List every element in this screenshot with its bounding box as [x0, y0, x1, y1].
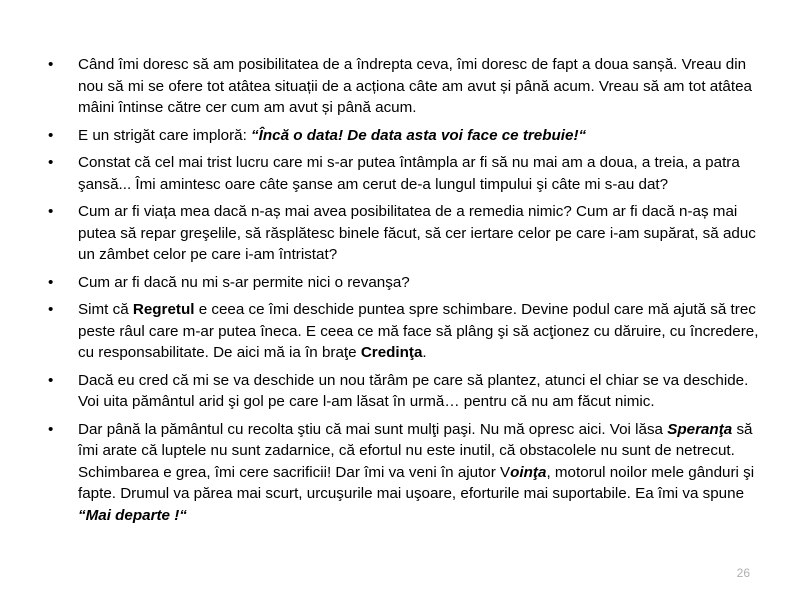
bullet-item [48, 201, 760, 266]
bullet-list [48, 54, 760, 532]
bullet-text-run: Credinţa [360, 344, 423, 361]
bullet-text-run: Regretul [132, 301, 195, 318]
bullet-item [48, 419, 760, 527]
bullet-text-run: “Încă o data! De data asta voi face ce trebuie!“ [251, 126, 587, 144]
bullet-dot-icon: • [48, 273, 54, 291]
bullet-dot-icon: • [48, 420, 54, 438]
bullet-text-run: e ceea ce îmi deschide puntea spre schimbare. Devine podul care mă ajută să trec peste râul care m-ar putea îneca. E ceea ce mă face să plâng şi să acţionez cu dăruire, cu încredere, cu responsabilitate. De aici mă ia în braţe [78, 301, 759, 361]
bullet-dot-icon: • [48, 154, 54, 171]
bullet-text-run: Simt că [78, 301, 133, 318]
bullet-text-run: oinţa [510, 463, 547, 481]
bullet-item [48, 370, 760, 413]
bullet-item [48, 54, 760, 119]
bullet-text-run: să îmi arate că luptele nu sunt zadarnice, că efortul nu este inutil, că obstacolele nu sunt de netrecut. Schimbarea e grea, îmi cere sacrificii! Dar îmi va veni în ajutor V [78, 420, 753, 481]
bullet-text-run: . [422, 344, 427, 361]
bullet-text-run: Dacă eu cred că mi se va deschide un nou tărâm pe care să plantez, atunci el chiar se va deschide. Voi uita pământul arid şi gol pe care l-am lăsat în urmă… pentru că nu am făcut nimic. [78, 371, 749, 410]
bullet-item [48, 125, 760, 147]
bullet-dot-icon: • [48, 301, 54, 318]
bullet-text-run: , motorul noilor mele gânduri şi fapte. Drumul va părea mai scurt, urcuşurile mai uşoare, eforturile mai suportabile. Ea îmi va spune [78, 463, 755, 502]
bullet-item [48, 299, 760, 364]
bullet-dot-icon: • [48, 126, 54, 144]
bullet-text-run: Cum ar fi dacă nu mi s-ar permite nici o revanşa? [78, 273, 410, 291]
bullet-text-run: Constat că cel mai trist lucru care mi s-ar putea întâmpla ar fi să nu mai am a doua, a treia, a patra şansă... Îmi amintesc oare câte şanse am cerut de-a lungul timpului şi câte mi s-au dat? [78, 154, 740, 193]
bullet-dot-icon: • [48, 203, 54, 220]
bullet-text-run: E un strigăt care imploră: [78, 126, 252, 144]
bullet-text-run: Speranţa [667, 420, 733, 438]
bullet-dot-icon: • [48, 371, 54, 389]
slide-number: 26 [736, 566, 750, 580]
bullet-dot-icon: • [48, 56, 54, 73]
bullet-item [48, 272, 760, 294]
bullet-text-run: Cum ar fi viața mea dacă n-aș mai avea posibilitatea de a remedia nimic? Cum ar fi dacă n-aș mai putea să repar greşelile, să răsplătesc binele făcut, să cer iertare celor pe care i-am supărat, să aduc un zâmbet celor pe care i-am întristat? [78, 203, 756, 263]
bullet-text-run: “Mai departe !“ [78, 506, 187, 524]
bullet-item [48, 152, 760, 195]
bullet-text-run: Când îmi doresc să am posibilitatea de a îndrepta ceva, îmi doresc de fapt a doua sanșă. Vreau din nou să mi se ofere tot atâtea situații de a acționa câte am avut și până acum. Vreau să am tot atâtea mâini întinse către cer cum am avut și până acum. [78, 56, 752, 116]
bullet-text-run: Dar până la pământul cu recolta ştiu că mai sunt mulţi paşi. Nu mă opresc aici. Voi lăsa [78, 420, 668, 438]
